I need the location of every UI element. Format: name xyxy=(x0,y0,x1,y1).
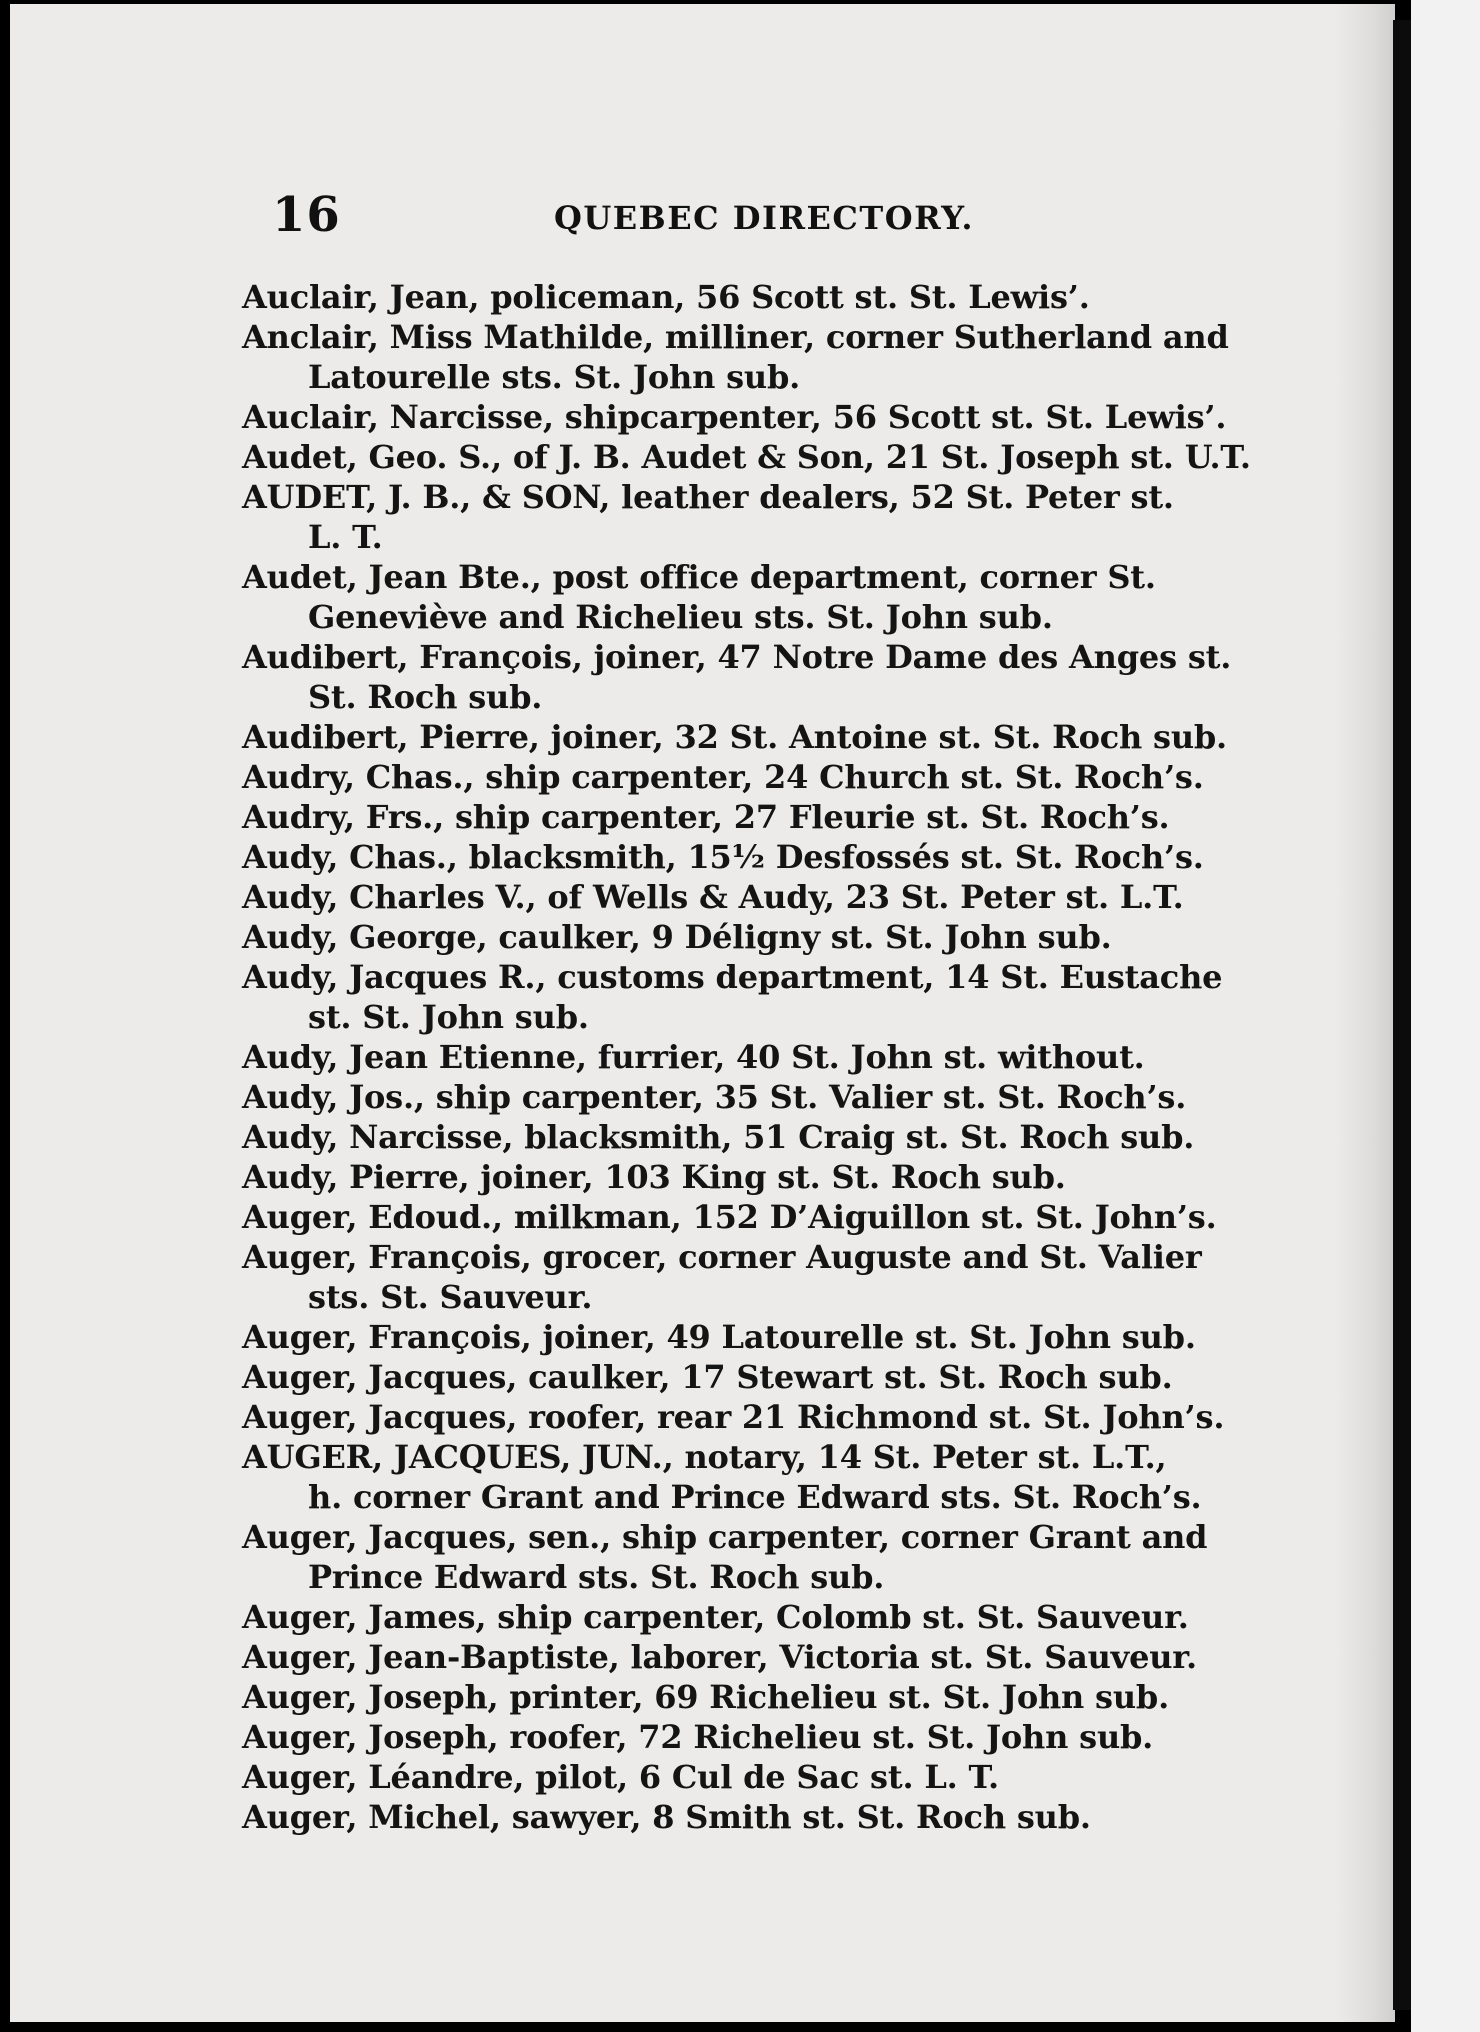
directory-entry xyxy=(242,917,1242,957)
entry-line: Audy, Pierre, joiner, 103 King st. St. Roch sub. xyxy=(242,1158,1066,1196)
directory-entry xyxy=(242,1517,1242,1597)
scan-margin xyxy=(1411,0,1480,2032)
directory-entry xyxy=(242,837,1242,877)
entry-line: Anclair, Miss Mathilde, milliner, corner Sutherland and xyxy=(242,318,1229,356)
entry-line: AUDET, J. B., & SON, leather dealers, 52 St. Peter st. xyxy=(242,478,1174,516)
page-edge-shadow xyxy=(1335,4,1395,2022)
directory-entry xyxy=(242,1157,1242,1197)
directory-entry xyxy=(242,1797,1242,1837)
entry-line: Auger, Jean-Baptiste, laborer, Victoria st. St. Sauveur. xyxy=(242,1638,1197,1676)
running-title: QUEBEC DIRECTORY. xyxy=(554,199,975,237)
entry-line: Audy, Jacques R., customs department, 14 St. Eustache xyxy=(242,958,1223,996)
entry-line: Audet, Jean Bte., post office department, corner St. xyxy=(242,558,1156,596)
directory-entry xyxy=(242,637,1242,717)
entry-line: Audy, George, caulker, 9 Déligny st. St. John sub. xyxy=(242,918,1112,956)
directory-entry xyxy=(242,1197,1242,1237)
entry-continuation-line: h. corner Grant and Prince Edward sts. St. Roch’s. xyxy=(308,1478,1202,1516)
entry-line: Auger, Jacques, roofer, rear 21 Richmond st. St. John’s. xyxy=(242,1398,1225,1436)
page-number: 16 xyxy=(272,187,341,243)
entry-line: Auger, Léandre, pilot, 6 Cul de Sac st. L. T. xyxy=(242,1758,999,1796)
directory-entry xyxy=(242,1317,1242,1357)
directory-entry xyxy=(242,317,1242,397)
page-header xyxy=(272,187,1232,247)
directory-entry xyxy=(242,397,1242,437)
entry-line: Audibert, François, joiner, 47 Notre Dame des Anges st. xyxy=(242,638,1232,676)
directory-page xyxy=(10,4,1395,2022)
directory-entry xyxy=(242,957,1242,1037)
directory-entries xyxy=(242,277,1251,1837)
book-spine-shadow xyxy=(1393,20,1411,2010)
entry-line: Audry, Chas., ship carpenter, 24 Church st. St. Roch’s. xyxy=(242,758,1204,796)
entry-line: Auclair, Jean, policeman, 56 Scott st. St. Lewis’. xyxy=(242,278,1090,316)
entry-continuation-line: Geneviève and Richelieu sts. St. John sub. xyxy=(308,598,1053,636)
directory-entry xyxy=(242,277,1242,317)
entry-line: Auger, Jacques, caulker, 17 Stewart st. St. Roch sub. xyxy=(242,1358,1173,1396)
directory-entry xyxy=(242,437,1251,477)
entry-line: Auger, François, grocer, corner Auguste and St. Valier xyxy=(242,1238,1202,1276)
directory-entry xyxy=(242,1397,1242,1437)
entry-continuation-line: St. Roch sub. xyxy=(308,678,543,716)
entry-line: Audy, Jos., ship carpenter, 35 St. Valier st. St. Roch’s. xyxy=(242,1078,1187,1116)
entry-line: Audy, Chas., blacksmith, 15½ Desfossés st. St. Roch’s. xyxy=(242,838,1204,876)
entry-line: Audry, Frs., ship carpenter, 27 Fleurie st. St. Roch’s. xyxy=(242,798,1170,836)
directory-entry xyxy=(242,557,1242,637)
entry-line: Audy, Jean Etienne, furrier, 40 St. John st. without. xyxy=(242,1038,1145,1076)
directory-entry xyxy=(242,1597,1242,1637)
directory-entry xyxy=(242,1637,1242,1677)
entry-continuation-line: Latourelle sts. St. John sub. xyxy=(308,358,801,396)
entry-line: Auger, Edoud., milkman, 152 D’Aiguillon st. St. John’s. xyxy=(242,1198,1217,1236)
entry-line: Audibert, Pierre, joiner, 32 St. Antoine st. St. Roch sub. xyxy=(242,718,1227,756)
directory-entry xyxy=(242,1117,1242,1157)
entry-line: Auger, Michel, sawyer, 8 Smith st. St. Roch sub. xyxy=(242,1798,1091,1836)
entry-line: Auger, Joseph, printer, 69 Richelieu st. St. John sub. xyxy=(242,1678,1170,1716)
directory-entry xyxy=(242,1357,1242,1397)
directory-entry xyxy=(242,797,1242,837)
directory-entry xyxy=(242,1077,1242,1117)
directory-entry xyxy=(242,717,1242,757)
entry-continuation-line: L. T. xyxy=(308,518,383,556)
directory-entry xyxy=(242,1237,1242,1317)
entry-line: Auger, François, joiner, 49 Latourelle st. St. John sub. xyxy=(242,1318,1196,1356)
directory-entry xyxy=(242,1037,1242,1077)
entry-line: Audy, Narcisse, blacksmith, 51 Craig st. St. Roch sub. xyxy=(242,1118,1195,1156)
entry-line: Audet, Geo. S., of J. B. Audet & Son, 21 St. Joseph st. U.T. xyxy=(242,438,1251,476)
directory-entry xyxy=(242,1677,1242,1717)
entry-continuation-line: sts. St. Sauveur. xyxy=(308,1278,593,1316)
entry-continuation-line: Prince Edward sts. St. Roch sub. xyxy=(308,1558,885,1596)
directory-entry xyxy=(242,1437,1242,1517)
directory-entry xyxy=(242,1717,1242,1757)
directory-entry xyxy=(242,1757,1242,1797)
entry-line: Auger, James, ship carpenter, Colomb st. St. Sauveur. xyxy=(242,1598,1189,1636)
entry-line: AUGER, JACQUES, JUN., notary, 14 St. Peter st. L.T., xyxy=(242,1438,1167,1476)
entry-line: Audy, Charles V., of Wells & Audy, 23 St. Peter st. L.T. xyxy=(242,878,1184,916)
directory-entry xyxy=(242,757,1242,797)
entry-line: Auger, Joseph, roofer, 72 Richelieu st. St. John sub. xyxy=(242,1718,1154,1756)
entry-line: Auger, Jacques, sen., ship carpenter, corner Grant and xyxy=(242,1518,1208,1556)
directory-entry xyxy=(242,877,1242,917)
entry-continuation-line: st. St. John sub. xyxy=(308,998,589,1036)
directory-entry xyxy=(242,477,1242,557)
entry-line: Auclair, Narcisse, shipcarpenter, 56 Scott st. St. Lewis’. xyxy=(242,398,1227,436)
